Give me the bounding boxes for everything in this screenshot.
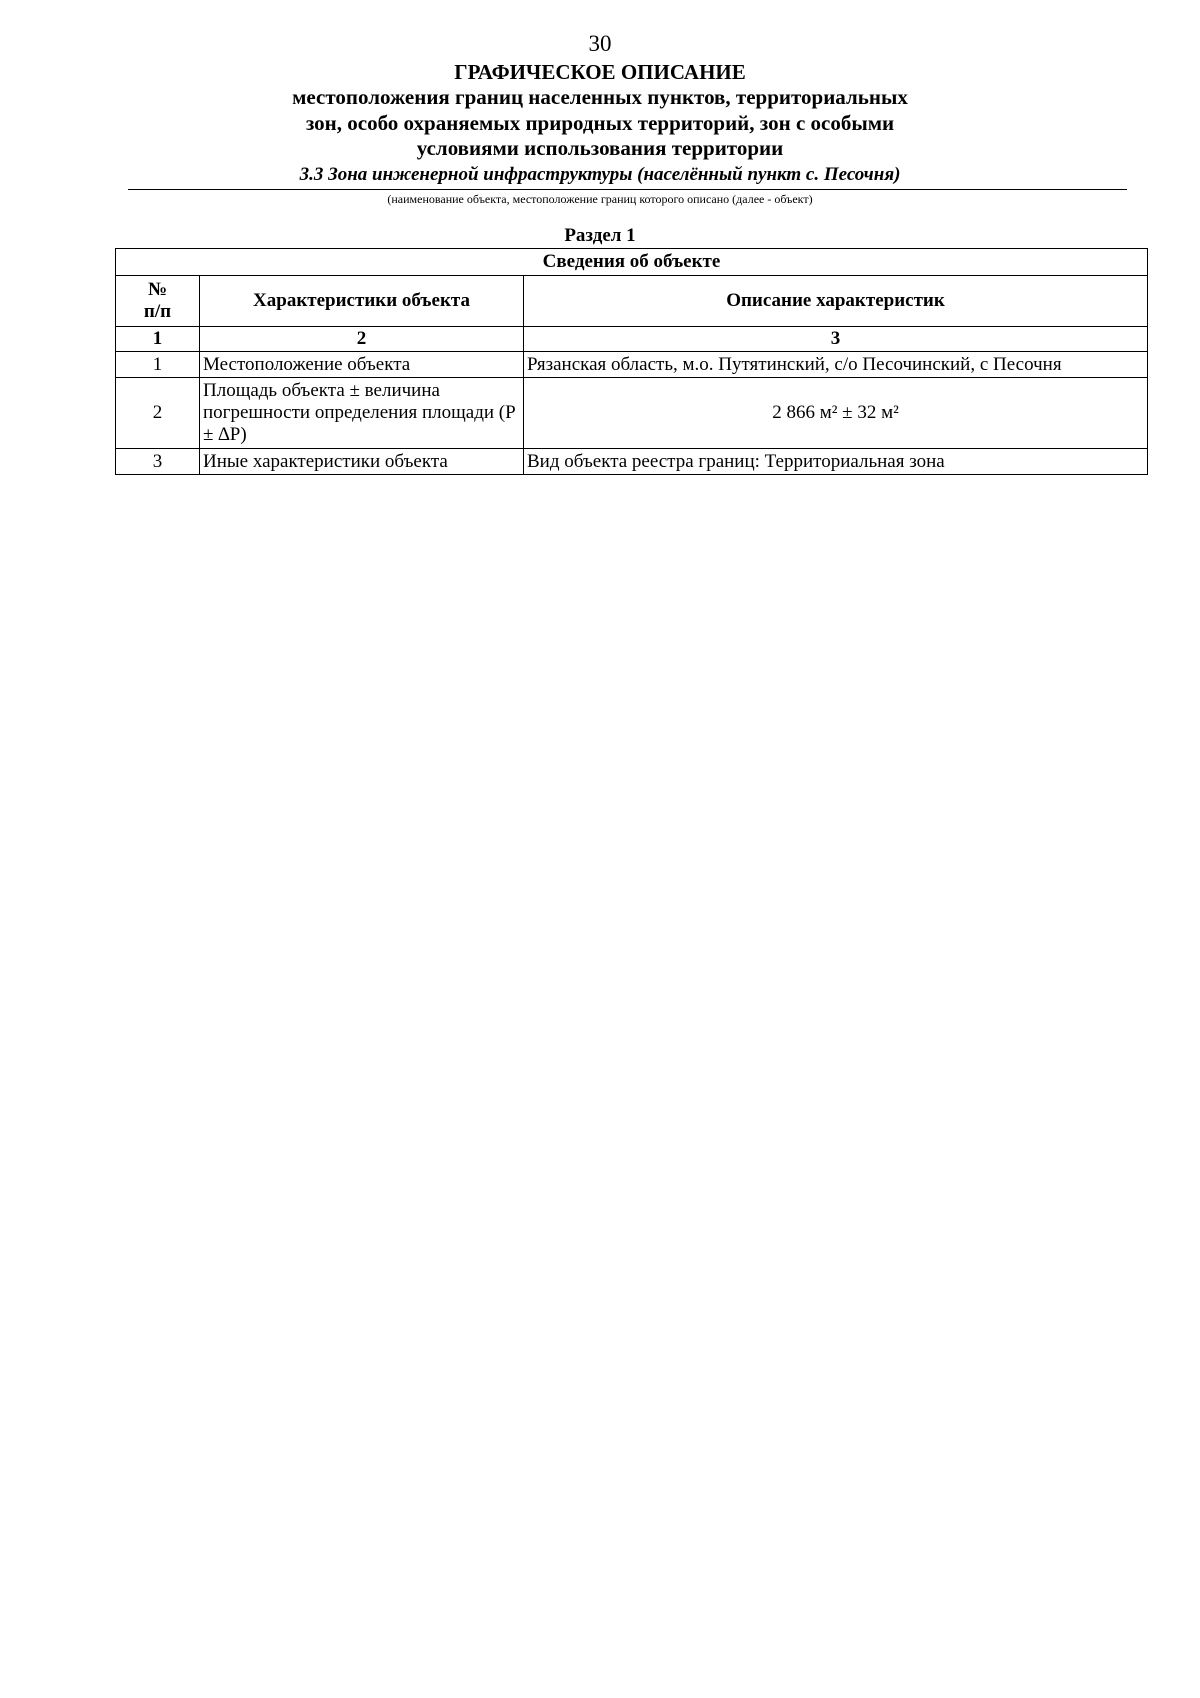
subtitle-line: местоположения границ населенных пунктов, территориальных — [292, 85, 908, 109]
row-number: 2 — [116, 378, 200, 449]
row-description: 2 866 м² ± 32 м² — [524, 378, 1148, 449]
header-number: № п/п — [116, 276, 200, 327]
row-description: Рязанская область, м.о. Путятинский, с/о Песочинский, с Песочня — [524, 352, 1148, 378]
object-name: 3.3 Зона инженерной инфраструктуры (населённый пункт с. Песочня) — [299, 164, 901, 185]
subtitle-line: условиями использования территории — [416, 136, 784, 160]
header-characteristic: Характеристики объекта — [200, 276, 524, 327]
table-row — [116, 378, 1148, 449]
header-description: Описание характеристик — [524, 276, 1148, 327]
column-number: 2 — [200, 327, 524, 352]
row-characteristic: Местоположение объекта — [200, 352, 524, 378]
row-description: Вид объекта реестра границ: Территориальная зона — [524, 449, 1148, 475]
subtitle-line: зон, особо охраняемых природных территорий, зон с особыми — [305, 110, 895, 135]
table-header-row — [116, 276, 1148, 327]
column-number-row — [116, 327, 1148, 352]
document-title: ГРАФИЧЕСКОЕ ОПИСАНИЕ — [454, 60, 746, 84]
object-info-table — [115, 248, 1148, 475]
table-row — [116, 352, 1148, 378]
row-characteristic: Площадь объекта ± величина погрешности определения площади (P ± ∆P) — [200, 378, 524, 449]
document-subtitle — [200, 85, 1000, 162]
section-heading: Раздел 1 — [564, 225, 636, 246]
column-number: 3 — [524, 327, 1148, 352]
row-number: 3 — [116, 449, 200, 475]
row-characteristic: Иные характеристики объекта — [200, 449, 524, 475]
table-title-row — [116, 249, 1148, 276]
table-title: Сведения об объекте — [116, 249, 1148, 276]
object-name-underline — [128, 189, 1127, 190]
object-caption: (наименование объекта, местоположение границ которого описано (далее - объект) — [387, 192, 813, 206]
column-number: 1 — [116, 327, 200, 352]
row-number: 1 — [116, 352, 200, 378]
table-row — [116, 449, 1148, 475]
page-number: 30 — [588, 31, 612, 56]
